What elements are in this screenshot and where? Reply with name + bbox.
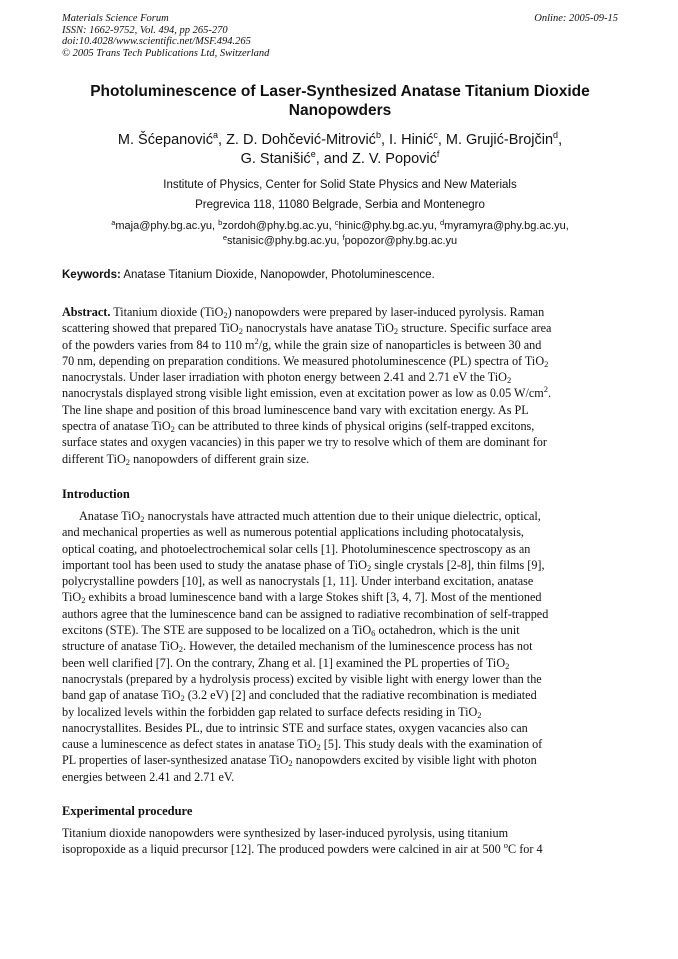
journal-copyright: © 2005 Trans Tech Publications Ltd, Switzerland [62,47,270,59]
text-run: isopropoxide as a liquid precursor [12]. The produced powders were calcined in air at 500 [62,842,504,857]
author-line-2 [62,150,618,169]
text-run: 70 nm, depending on preparation conditions. We measured photoluminescence (PL) spectra of TiO [62,353,545,368]
intro-line: nanocrystallites. Besides PL, due to intrinsic STE and surface states, oxygen vacancies also can [62,720,528,735]
abstract [62,304,614,467]
email-address: zordoh@phy.bg.ac.yu, [222,220,335,232]
journal-header [62,13,618,59]
keywords-text: Anatase Titanium Dioxide, Nanopowder, Photoluminescence. [120,269,435,281]
author-name: , Z. D. Dohčević-Mitrović [218,132,376,148]
subscript: 2 [393,326,399,337]
author-line-1 [62,131,618,150]
text-run: spectra of anatase TiO [62,419,171,434]
subscript: 2 [170,424,175,435]
abstract-line [62,385,614,401]
intro-line [62,736,614,752]
subscript: 2 [477,709,482,720]
intro-line [62,752,614,768]
experimental-body [62,825,614,858]
intro-line [62,704,614,720]
intro-line: and mechanical properties as well as numerous potential applications including photocatalysis, [62,525,524,540]
text-run: excitons (STE). The STE are supposed to be localized on a TiO [62,623,372,638]
subscript: 2 [505,660,510,671]
subscript: 6 [371,628,376,639]
subscript: 2 [178,644,184,655]
text-run: different TiO [62,451,126,466]
title-line-2: Nanopowders [288,102,392,119]
superscript: 2 [543,384,549,395]
text-run: by localized levels within the forbidden gap related to surface defects residing in TiO [62,704,478,719]
superscript: 2 [254,335,259,346]
email-mark: a [111,218,116,227]
subscript: 2 [223,310,228,320]
text-run: nanocrystals. Under laser irradiation with photon energy between 2.41 and 2.71 eV the TiO [62,370,507,385]
subscript: 2 [366,562,372,573]
author-name: M. Šćepanović [117,132,213,148]
text-run: nanopowders of different grain size. [130,451,310,466]
subscript: 2 [140,514,145,524]
abstract-line [62,353,614,369]
intro-line: nanocrystals (prepared by a hydrolysis process) excited by visible light with energy lower than the [62,671,542,686]
text-run: band gap of anatase TiO [62,688,181,703]
keywords-label: Keywords: [62,269,121,281]
abstract-line [62,337,614,353]
text-run: nanocrystals have anatase TiO [242,321,394,336]
email-address: maja@phy.bg.ac.yu, [115,220,219,232]
author-name: , and Z. V. Popović [315,151,437,167]
text-run: nanopowders excited by visible light with photon [292,753,537,768]
superscript: o [503,840,509,851]
author-mark: b [375,130,381,140]
author-mark: d [553,130,559,140]
intro-line [62,557,614,573]
intro-line [62,622,614,638]
text-run: exhibits a broad luminescence band with a large Stokes shift [3, 4, 7]. Most of the mentioned [85,590,542,605]
subscript: 2 [81,595,86,606]
subscript: 2 [544,358,549,369]
text-run: nanocrystals displayed strong visible light emission, even at excitation power as low as 0.05 W/cm [62,386,544,401]
text-run: Titanium dioxide (TiO [110,305,224,319]
text-run: of the powders varies from 84 to 110 m [62,337,255,352]
text-run: octahedron, which is the unit [375,623,520,638]
email-mark: b [218,218,223,227]
email-mark: c [334,218,339,227]
subscript: 2 [180,693,185,704]
intro-line [62,687,614,703]
abstract-line: The line shape and position of this broad luminescence band vary with excitation energy. As PL [62,402,529,417]
abstract-line [62,369,614,385]
intro-line: energies between 2.41 and 2.71 eV. [62,769,235,784]
author-name: G. Stanišić [240,151,311,167]
email-mark: e [222,232,228,242]
text-run: can be attributed to three kinds of physical origins (self-trapped excitons, [174,419,535,434]
email-address: stanisic@phy.bg.ac.yu, [227,234,343,247]
intro-line [62,508,614,524]
experimental-line [62,841,614,857]
introduction-body [62,508,614,785]
keywords [62,268,618,282]
text-run: . [548,386,552,401]
email-address: myramyra@phy.bg.ac.yu, [444,220,569,232]
experimental-line: Titanium dioxide nanopowders were synthesized by laser-induced pyrolysis, using titanium [62,826,509,840]
text-run: PL properties of laser-synthesized anatase TiO [62,753,289,768]
online-date: Online: 2005-09-15 [534,13,618,24]
author-list [62,131,618,169]
section-heading-introduction: Introduction [62,487,130,501]
text-run: structure. Specific surface area [398,321,552,336]
intro-line [62,655,614,671]
intro-line [62,638,614,654]
abstract-line [62,418,614,434]
subscript: 2 [238,326,243,337]
text-run: TiO [62,590,82,605]
abstract-label: Abstract. [62,305,111,319]
email-mark: f [342,232,345,242]
journal-name: Materials Science Forum [62,13,169,24]
subscript: 2 [506,375,512,386]
intro-line: authors agree that the luminescence band can be assigned to radiative recombination of self-trapped [62,606,549,621]
text-run: Anatase TiO [79,509,141,523]
text-run: nanocrystals have attracted much attention due to their unique dielectric, optical, [144,509,541,523]
author-mark: a [213,130,219,140]
text-run: . However, the detailed mechanism of the luminescence process has not [183,639,533,654]
text-run: been well clarified [7]. On the contrary, Zhang et al. [1] examined the PL properties of TiO [62,655,506,670]
text-run: [5]. This study deals with the examination of [320,737,543,752]
subscript: 2 [288,758,293,769]
author-emails [62,219,618,248]
text-run: C for 4 [508,842,543,857]
paper-title [62,82,618,120]
author-separator: , [558,132,563,148]
author-mark: c [433,130,438,140]
title-line-1: Photoluminescence of Laser-Synthesized Anatase Titanium Dioxide [90,83,590,100]
email-line-2 [62,234,618,249]
abstract-line [62,451,614,467]
affiliation-institute: Institute of Physics, Center for Solid State Physics and New Materials [163,179,517,191]
subscript: 2 [125,456,131,467]
subscript: 2 [316,742,321,753]
author-mark: f [436,149,440,159]
author-name: , I. Hinić [380,132,434,148]
author-mark: e [310,149,316,159]
text-run: single crystals [2-8], thin films [9], [371,557,545,572]
section-heading-experimental: Experimental procedure [62,804,193,818]
abstract-line [62,320,614,336]
text-run: important tool has been used to study the anatase phase of TiO [62,557,367,572]
email-address: popozor@phy.bg.ac.yu [344,234,458,247]
text-run: scattering showed that prepared TiO [62,321,239,336]
intro-line: optical coating, and photoelectrochemical solar cells [1]. Photoluminescence spectroscopy as an [62,541,531,556]
journal-doi: doi:10.4028/www.scientific.net/MSF.494.265 [62,36,251,47]
email-mark: d [439,218,445,227]
journal-issn: ISSN: 1662-9752, Vol. 494, pp 265-270 [62,24,228,36]
email-address: hinic@phy.bg.ac.yu, [338,220,440,232]
text-run: /g, while the grain size of nanoparticles is between 30 and [258,337,542,352]
text-run: ) nanopowders were prepared by laser-induced pyrolysis. Raman [227,305,545,319]
affiliation-address: Pregrevica 118, 11080 Belgrade, Serbia and Montenegro [195,199,485,211]
text-run: cause a luminescence as defect states in anatase TiO [62,737,317,752]
abstract-line [62,304,614,320]
abstract-line: surface states and oxygen vacancies) in this paper we try to resolve which of them are dominant for [62,435,547,450]
text-run: (3.2 eV) [2] and concluded that the radiative recombination is mediated [184,688,537,703]
text-run: structure of anatase TiO [62,639,179,654]
intro-line [62,589,614,605]
intro-line: polycrystalline powders [10], as well as nanocrystals [1, 11]. Under interband excitation, anatase [62,574,534,589]
email-line-1 [62,219,618,234]
author-name: , M. Grujić-Brojčin [437,132,554,148]
